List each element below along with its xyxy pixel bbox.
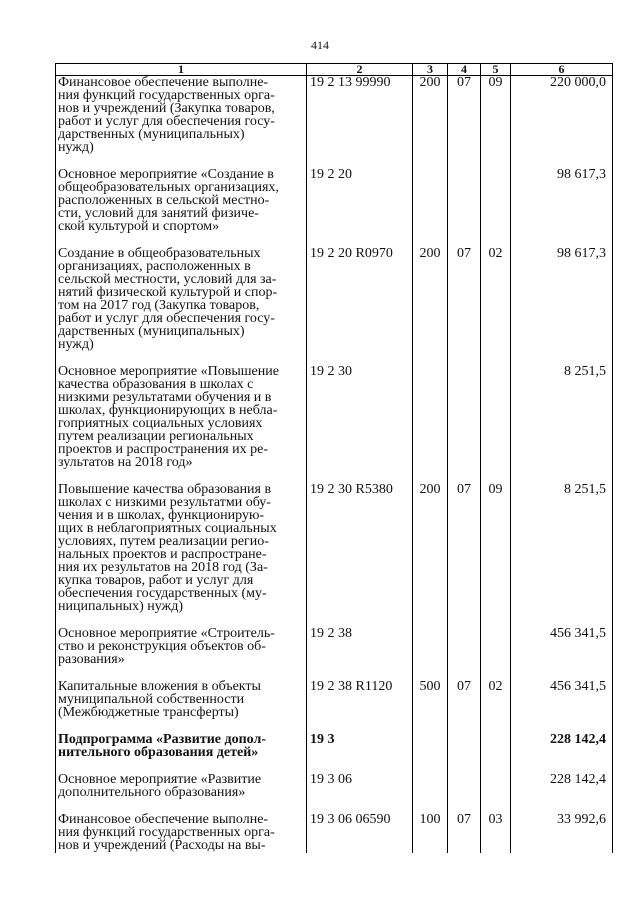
- row-col3-cell: [413, 168, 448, 247]
- row-col3-cell: 200: [413, 483, 448, 627]
- row-name-cell: Основное мероприятие «Развитие дополнительного образования»: [56, 773, 307, 813]
- row-col4-cell: [448, 773, 481, 813]
- header-row: [56, 64, 613, 76]
- row-name-cell: Подпрограмма «Развитие допол- нительного образования детей»: [56, 733, 307, 773]
- table-row: [56, 483, 613, 627]
- row-amount-cell: 8 251,5: [511, 365, 613, 483]
- table-row: [56, 680, 613, 733]
- row-col3-cell: 500: [413, 680, 448, 733]
- header-col-5: 5: [481, 64, 511, 76]
- header-col-2: 2: [307, 64, 413, 76]
- row-code-cell: 19 3 06: [307, 773, 413, 813]
- table-row: [56, 76, 613, 169]
- row-name-cell: Финансовое обеспечение выполне- ния функций государственных орга- нов и учреждений (Закупка товаров, работ и услуг для обеспечения госу- дарственных (муниципальных) нужд): [56, 76, 307, 169]
- row-name-cell: Основное мероприятие «Повышение качества образования в школах с низкими результатами обучения и в школах, функционирующих в небла- гоприятных социальных условиях путем реализации региональных проектов и распространения их ре- зультатов на 2018 год»: [56, 365, 307, 483]
- row-code-cell: 19 2 20 R0970: [307, 247, 413, 365]
- header-col-3: 3: [413, 64, 448, 76]
- row-col4-cell: 07: [448, 247, 481, 365]
- row-code-cell: 19 3: [307, 733, 413, 773]
- row-col3-cell: [413, 733, 448, 773]
- row-amount-cell: 33 992,6: [511, 813, 613, 853]
- row-name-cell: Повышение качества образования в школах с низкими результатми обу- чения и в школах, функционирую- щих в неблагоприятных социальных условиях, путем реализации регио- нальных проектов и распростране- ния их результатов на 2018 год (За- купка товаров, работ и услуг для обеспечения государственных (му- ниципальных) нужд): [56, 483, 307, 627]
- row-col5-cell: 09: [481, 483, 511, 627]
- budget-table: [55, 63, 613, 853]
- row-col5-cell: 03: [481, 813, 511, 853]
- table-row: [56, 365, 613, 483]
- row-col3-cell: [413, 773, 448, 813]
- row-col3-cell: 200: [413, 247, 448, 365]
- row-amount-cell: 228 142,4: [511, 773, 613, 813]
- table-row: [56, 247, 613, 365]
- table-row: [56, 813, 613, 853]
- page-number: 414: [311, 38, 329, 52]
- row-col3-cell: [413, 627, 448, 680]
- row-amount-cell: 220 000,0: [511, 76, 613, 169]
- row-col5-cell: [481, 627, 511, 680]
- row-amount-cell: 98 617,3: [511, 247, 613, 365]
- row-col5-cell: [481, 773, 511, 813]
- row-name-cell: Основное мероприятие «Строитель- ство и реконструкция объектов об- разования»: [56, 627, 307, 680]
- header-col-6: 6: [511, 64, 613, 76]
- row-col3-cell: 200: [413, 76, 448, 169]
- row-code-cell: 19 2 20: [307, 168, 413, 247]
- row-col5-cell: 09: [481, 76, 511, 169]
- row-amount-cell: 98 617,3: [511, 168, 613, 247]
- row-name-cell: Создание в общеобразовательных организациях, расположенных в сельской местности, условий для за- нятий физической культурой и спор- том на 2017 год (Закупка товаров, работ и услуг для обеспечения госу- дарственных (муниципальных) нужд): [56, 247, 307, 365]
- row-name-cell: Капитальные вложения в объекты муниципальной собственности (Межбюджетные трансферты): [56, 680, 307, 733]
- row-code-cell: 19 2 30: [307, 365, 413, 483]
- row-code-cell: 19 3 06 06590: [307, 813, 413, 853]
- row-col5-cell: 02: [481, 680, 511, 733]
- row-code-cell: 19 2 13 99990: [307, 76, 413, 169]
- row-code-cell: 19 2 30 R5380: [307, 483, 413, 627]
- table-row: [56, 627, 613, 680]
- header-col-1: 1: [56, 64, 307, 76]
- row-col4-cell: [448, 168, 481, 247]
- row-col4-cell: [448, 627, 481, 680]
- row-col4-cell: 07: [448, 76, 481, 169]
- table-body: [56, 76, 613, 854]
- row-col4-cell: 07: [448, 483, 481, 627]
- row-amount-cell: 228 142,4: [511, 733, 613, 773]
- row-col3-cell: [413, 365, 448, 483]
- row-col5-cell: [481, 168, 511, 247]
- row-code-cell: 19 2 38: [307, 627, 413, 680]
- row-col5-cell: 02: [481, 247, 511, 365]
- row-code-cell: 19 2 38 R1120: [307, 680, 413, 733]
- table-row: [56, 168, 613, 247]
- row-amount-cell: 456 341,5: [511, 680, 613, 733]
- header-col-4: 4: [448, 64, 481, 76]
- row-amount-cell: 456 341,5: [511, 627, 613, 680]
- row-col5-cell: [481, 733, 511, 773]
- row-amount-cell: 8 251,5: [511, 483, 613, 627]
- row-col4-cell: 07: [448, 813, 481, 853]
- row-name-cell: Финансовое обеспечение выполне- ния функций государственных орга- нов и учреждений (Расходы на вы-: [56, 813, 307, 853]
- row-col5-cell: [481, 365, 511, 483]
- table-row: [56, 773, 613, 813]
- table-row: [56, 733, 613, 773]
- row-name-cell: Основное мероприятие «Создание в общеобразовательных организациях, расположенных в сельской местно- сти, условий для занятий физиче- ской культурой и спортом»: [56, 168, 307, 247]
- row-col4-cell: [448, 733, 481, 773]
- row-col4-cell: [448, 365, 481, 483]
- row-col4-cell: 07: [448, 680, 481, 733]
- row-col3-cell: 100: [413, 813, 448, 853]
